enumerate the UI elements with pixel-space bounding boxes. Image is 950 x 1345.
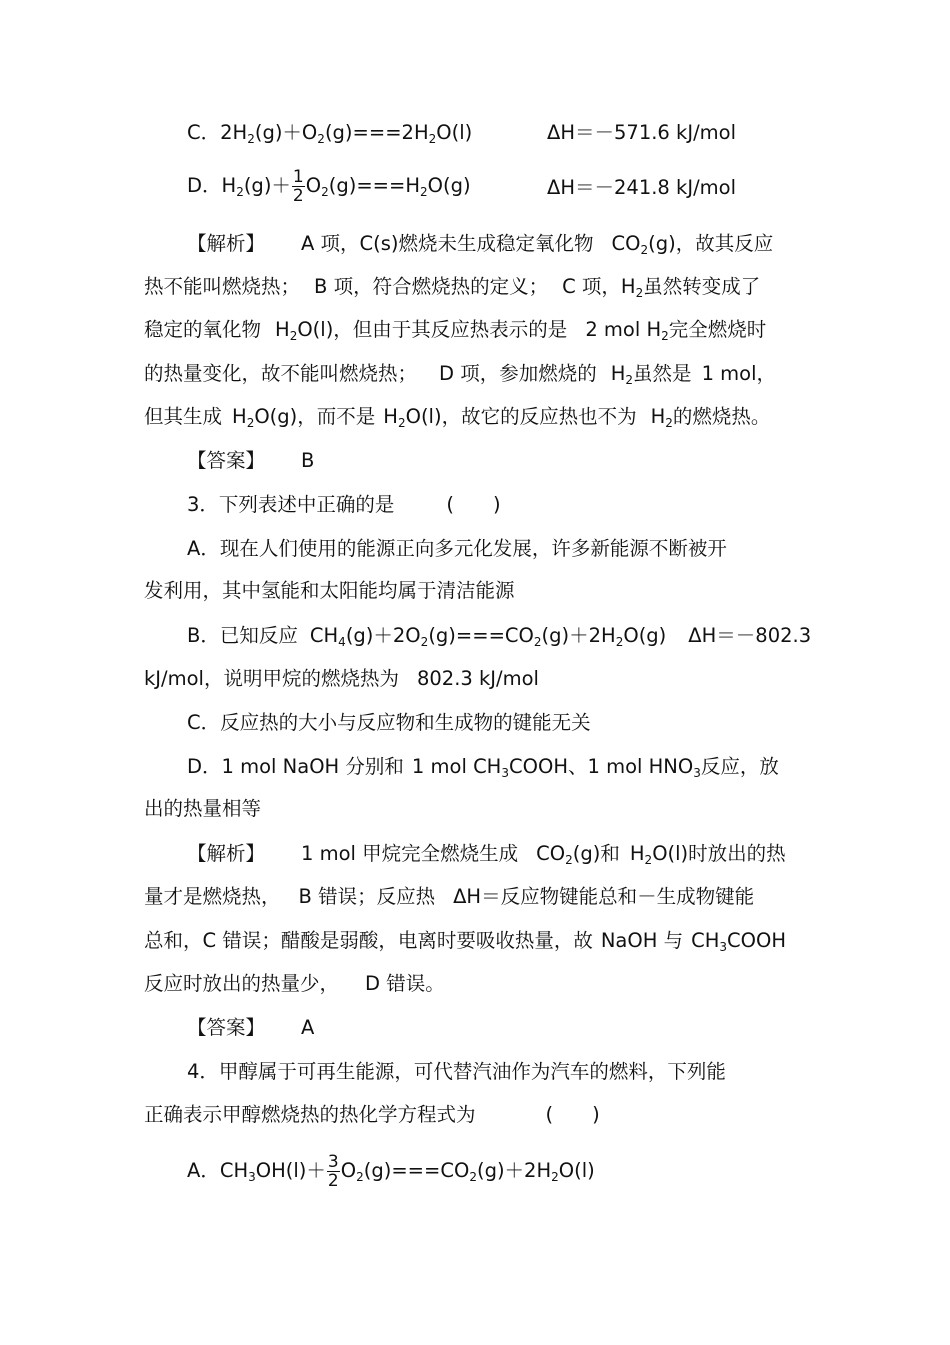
q3-analysis-line-3: 总和，C 错误；醋酸是弱酸，电离时要吸收热量，故 NaOH 与 $CH_3COOH$ (144, 929, 786, 954)
q3-option-c: C．反应热的大小与反应物和生成物的键能无关 (187, 711, 591, 734)
q4-stem-line-1: 4．甲醇属于可再生能源，可代替汽油作为汽车的燃料，下列能 (187, 1060, 726, 1083)
q3-option-a-line-1: A．现在人们使用的能源正向多元化发展，许多新能源不断被开 (187, 537, 727, 560)
q3-option-d-line-2: 出的热量相等 (144, 797, 262, 820)
answer-tag: 【答案】 (187, 1016, 266, 1039)
fraction: $\frac{3}{2}$ (327, 1152, 339, 1191)
q2-analysis-line-4: 的热量变化，故不能叫燃烧热； D 项，参加燃烧的 $H_2$虽然是 1 mol， (144, 362, 777, 387)
q3-option-a-line-2: 发利用，其中氢能和太阳能均属于清洁能源 (144, 579, 515, 602)
option-label: C． (187, 121, 221, 144)
q4-option-a: A．$CH_3OH(l)+$ $\frac{3}{2}$ $O_2(g)===CO_2(g)+2H_2O(l)$ (187, 1152, 595, 1191)
q2-option-c-enthalpy: ΔH＝－571.6 kJ/mol (547, 121, 736, 144)
fraction: $\frac{1}{2}$ (292, 167, 304, 206)
q4-stem-line-2: 正确表示甲醇燃烧热的热化学方程式为 ( ) (144, 1103, 600, 1126)
q3-option-b-line-1: B．已知反应 $CH_4(g)+2O_2(g)===CO_2(g)+2H_2O(g)$ ΔH＝－802.3 (187, 624, 812, 649)
analysis-tag: 【解析】 (187, 232, 266, 255)
option-label: A． (187, 1159, 220, 1182)
q3-answer (187, 1015, 314, 1041)
answer-value: B (301, 449, 315, 472)
answer-value: A (301, 1016, 315, 1039)
q2-analysis-line-3: 稳定的氧化物 $H_2O(l)$，但由于其反应热表示的是 2 mol $H_2$完全燃烧时 (144, 318, 767, 343)
q3-analysis-line-1: 【解析】 1 mol 甲烷完全燃烧生成 $CO_2(g)$和 $H_2O(l)$时放出的热 (187, 842, 786, 867)
q3-stem: 3．下列表述中正确的是 ( ) (187, 493, 501, 516)
q2-answer (187, 448, 314, 474)
q2-option-c: C．$2H_2(g)+O_2(g)===2H_2O(l)$ (187, 121, 473, 146)
q3-analysis-line-4: 反应时放出的热量少， D 错误。 (144, 972, 445, 995)
q2-option-d-enthalpy: ΔH＝－241.8 kJ/mol (547, 176, 736, 199)
analysis-tag: 【解析】 (187, 842, 266, 865)
q3-analysis-line-2: 量才是燃烧热， B 错误；反应热 ΔH＝反应物键能总和－生成物键能 (144, 885, 755, 908)
q2-analysis-line-5: 但其生成 $H_2O(g)$，而不是 $H_2O(l)$，故它的反应热也不为 $H_2$的燃烧热。 (144, 405, 771, 430)
q2-option-d: D．$H_2(g)+$ $\frac{1}{2}$ $O_2(g)===H_2O(g)$ (187, 167, 471, 206)
q3-option-b-line-2: kJ/mol，说明甲烷的燃烧热为 802.3 kJ/mol (144, 667, 539, 690)
q2-analysis-line-1: 【解析】 A 项，C(s)燃烧未生成稳定氧化物 $CO_2(g)$，故其反应 (187, 232, 774, 257)
option-label: D． (187, 174, 222, 197)
q2-analysis-line-2: 热不能叫燃烧热； B 项，符合燃烧热的定义； C 项，$H_2$虽然转变成了 (144, 275, 761, 300)
answer-tag: 【答案】 (187, 449, 266, 472)
q3-option-d-line-1: D．1 mol NaOH 分别和 1 mol $CH_3COOH$、1 mol $HNO_3$反应，放 (187, 755, 779, 780)
